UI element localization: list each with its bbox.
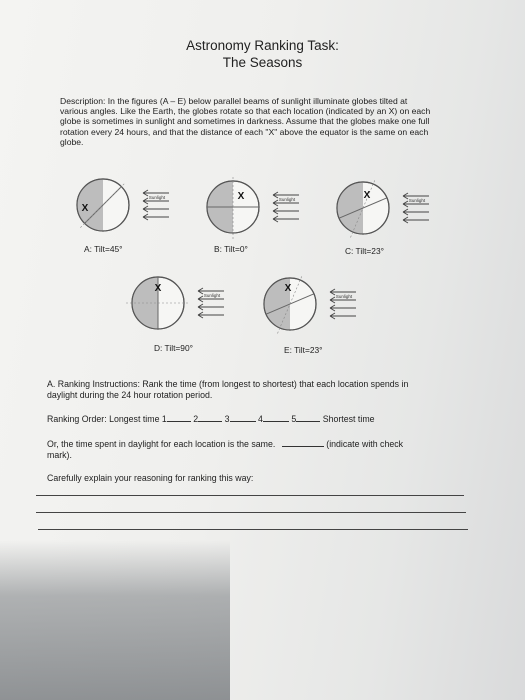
- ranking-end-label: Shortest time: [322, 414, 375, 424]
- location-marker: X: [81, 203, 89, 214]
- rank-number: 3: [224, 414, 230, 424]
- page-title: Astronomy Ranking Task:: [186, 38, 339, 53]
- sunlight-arrows-icon: [403, 193, 429, 223]
- caption-d: D: Tilt=90°: [154, 343, 193, 353]
- sunlight-arrows-icon: [198, 288, 224, 318]
- sunlight-arrows-icon: [273, 192, 299, 222]
- rank-number: 2: [193, 414, 199, 424]
- globe-d: [126, 277, 224, 329]
- rank-number: 4: [258, 414, 263, 424]
- ranking-label: Ranking Order: Longest time: [47, 414, 160, 424]
- sunlight-label: Sunlight: [278, 197, 296, 202]
- caption-c: C: Tilt=23°: [345, 246, 384, 256]
- answer-line-2[interactable]: [36, 512, 466, 513]
- location-marker: X: [284, 283, 292, 294]
- description-line: globe is sometimes in sunlight and sometimes in darkness. Assume that the globes make one full: [60, 116, 430, 127]
- same-time-option: [47, 437, 403, 460]
- sunlight-label: Sunlight: [408, 198, 426, 203]
- rank-blank-3[interactable]: [230, 412, 256, 422]
- globe-c: [337, 179, 429, 238]
- location-marker: X: [154, 283, 162, 294]
- caption-a: A: Tilt=45°: [84, 244, 123, 254]
- globe-b: [207, 175, 299, 239]
- description-line: Description: In the figures (A – E) below parallel beams of sunlight illuminate globes tilted at: [60, 96, 408, 106]
- rank-number: 5: [291, 414, 297, 424]
- location-marker: X: [363, 190, 371, 201]
- same-time-hint: (indicate with check: [326, 439, 404, 449]
- instructions-line-2: daylight during the 24 hour rotation period.: [47, 389, 213, 400]
- rank-number: 1: [161, 414, 167, 424]
- ranking-instructions: [47, 379, 408, 400]
- sunlight-arrows-icon: [330, 289, 356, 319]
- globe-a: [77, 179, 169, 231]
- ranking-order-row: [47, 412, 375, 424]
- sunlight-label: Sunlight: [335, 294, 353, 299]
- sunlight-arrows-icon: [143, 190, 169, 220]
- same-time-text-2: mark).: [47, 449, 72, 460]
- description-line: rotation every 24 hours, and that the distance of each "X" above the equator is the same on each: [60, 126, 429, 137]
- rank-blank-2[interactable]: [198, 412, 222, 422]
- location-marker: X: [237, 191, 245, 202]
- description-line: various angles. Like the Earth, the globes rotate so that each location (indicated by an X) on each: [60, 106, 431, 117]
- rank-blank-1[interactable]: [167, 412, 191, 422]
- page-subtitle: The Seasons: [222, 55, 303, 70]
- instructions-line-1: A. Ranking Instructions: Rank the time (from longest to shortest) that each location spends in: [47, 379, 409, 389]
- caption-b: B: Tilt=0°: [214, 244, 248, 254]
- rank-blank-5[interactable]: [296, 412, 320, 422]
- same-time-blank[interactable]: [282, 437, 324, 447]
- description-line: globe.: [60, 136, 84, 147]
- explain-prompt: Carefully explain your reasoning for ranking this way:: [47, 473, 254, 483]
- globe-e: [264, 275, 356, 334]
- answer-line-1[interactable]: [36, 495, 464, 496]
- answer-line-3[interactable]: [38, 529, 468, 530]
- same-time-text: Or, the time spent in daylight for each location is the same.: [47, 439, 276, 449]
- sunlight-label: Sunlight: [203, 293, 221, 298]
- sunlight-label: Sunlight: [148, 195, 166, 200]
- caption-e: E: Tilt=23°: [284, 345, 323, 355]
- rank-blank-4[interactable]: [263, 412, 289, 422]
